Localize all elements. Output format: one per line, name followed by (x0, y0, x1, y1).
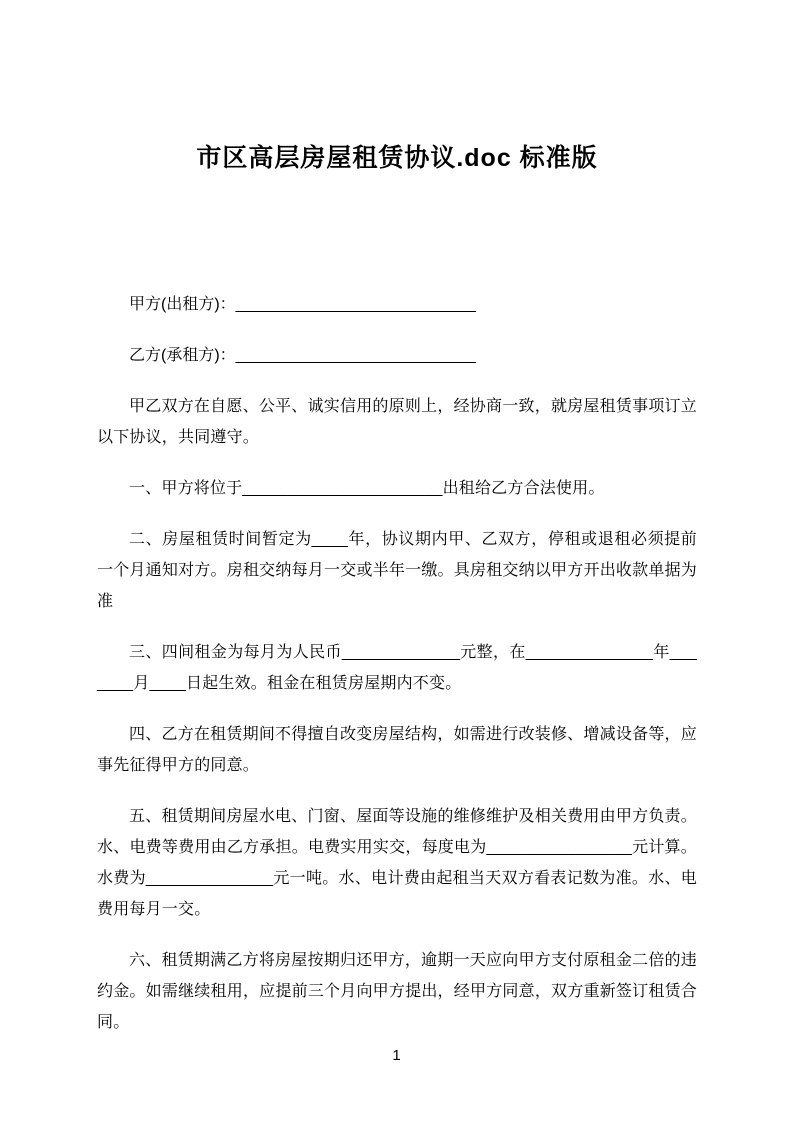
page-number: 1 (392, 1047, 401, 1064)
party-a-label: 甲方(出租方)： (129, 296, 236, 313)
party-b-blank-line: ___________________________ (235, 347, 476, 364)
clause-3-paragraph: 三、四间租金为每月为人民币_____________元整，在______________年_______月____日起生效。租金在租赁房屋期内不变。 (97, 644, 697, 692)
clause-6-paragraph: 六、租赁期满乙方将房屋按期归还甲方，逾期一天应向甲方支付原租金二倍的违约金。如需继续租用，应提前三个月向甲方提出，经甲方同意，双方重新签订租赁合同。 (97, 952, 697, 1031)
document-title: 市区高层房屋租赁协议.doc 标准版 (196, 144, 598, 172)
party-a-blank-line: ___________________________ (235, 296, 476, 313)
intro-paragraph: 甲乙双方在自愿、公平、诚实信用的原则上，经协商一致，就房屋租赁事项订立以下协议，共同遵守。 (97, 398, 697, 446)
clause-1-paragraph: 一、甲方将位于______________________出租给乙方合法使用。 (129, 480, 605, 497)
party-b-label: 乙方(承租方)： (129, 347, 236, 364)
party-a-line (97, 289, 697, 320)
clause-5-paragraph: 五、租赁期间房屋水电、门窗、屋面等设施的维修维护及相关费用由甲方负责。水、电费等费用由乙方承担。电费实用实交，每度电为________________元计算。水费为______________元一吨。水、电计费由起租当天双方看表记数为准。水、电费用每月一交。 (97, 808, 697, 918)
clause-4-paragraph: 四、乙方在租赁期间不得擅自改变房屋结构，如需进行改装修、增减设备等，应事先征得甲方的同意。 (97, 726, 697, 774)
party-b-line (97, 340, 697, 371)
clause-2-paragraph: 二、房屋租赁时间暂定为____年，协议期内甲、乙双方，停租或退租必须提前一个月通知对方。房租交纳每月一交或半年一缴。具房租交纳以甲方开出收款单据为准 (97, 531, 697, 610)
